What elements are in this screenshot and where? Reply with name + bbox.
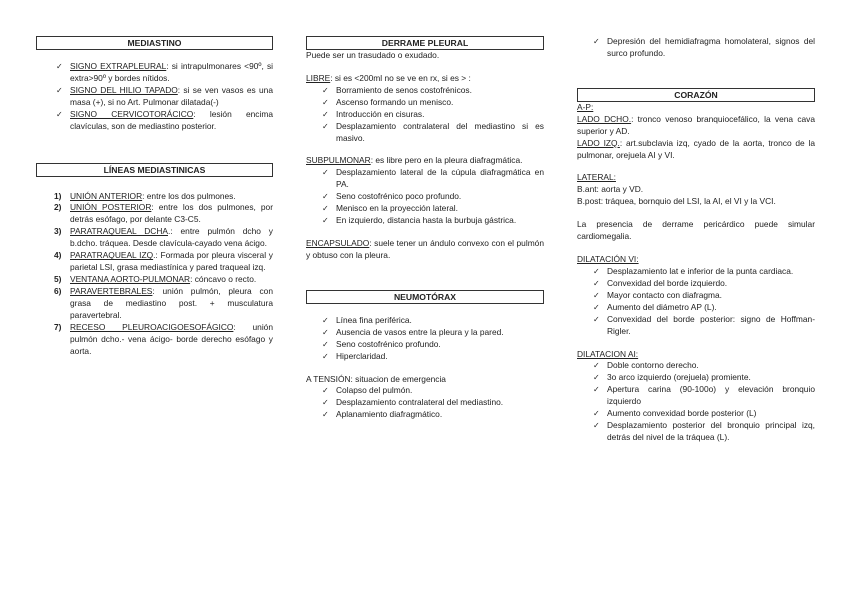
lateral-label: LATERAL: [577, 172, 616, 183]
libre-item: ✓ Ascenso formando un menisco. [306, 97, 544, 109]
lineas-item: 7) RECESO PLEUROACIGOESOFÁGICO: unión pulmón dcho.- vena ácigo- borde derecho esófago y aorta. [54, 321, 273, 356]
vi-item: ✓ Convexidad del borde posterior: signo de Hoffman-Rigler. [577, 314, 815, 338]
ai-item: ✓ 3o arco izquierdo (orejuela) promiente. [577, 372, 815, 384]
neumotorax-item: ✓ Ausencia de vasos entre la pleura y la pared. [306, 327, 544, 339]
corazon-header: CORAZÓN [577, 88, 815, 102]
neumotorax-item: ✓ Línea fina periférica. [306, 315, 544, 327]
subpulmonar-item: ✓ En izquierdo, distancia hasta la burbuja gástrica. [306, 215, 544, 227]
derrame-intro: Puede ser un trasudado o exudado. [306, 50, 440, 60]
subpulmonar-item: ✓ Menisco en la proyección lateral. [306, 203, 544, 215]
mediastino-list [36, 61, 273, 133]
neumotorax-item: ✓ Hiperclaridad. [306, 351, 544, 363]
libre-line: LIBRE: si es <200ml no se ve en rx, si es > : [306, 72, 471, 83]
lado-dcho: LADO DCHO.: tronco venoso branquiocefálico, la vena cava superior y AD. [577, 113, 816, 136]
vi-item: ✓ Mayor contacto con diafragma. [577, 290, 815, 302]
libre-item: ✓ Introducción en cisuras. [306, 109, 544, 121]
tension-item: ✓ Colapso del pulmón. [306, 385, 544, 397]
lineas-item: 1) UNIÓN ANTERIOR: entre los dos pulmones. [54, 190, 236, 201]
tension-item: ✓ Aplanamiento diafragmático. [306, 409, 544, 421]
tension-line: A TENSIÓN: situacion de emergencia [306, 373, 446, 384]
neumotorax-item: ✓ Depresión del hemidiafragma homolateral, signos del surco profundo. [577, 36, 815, 60]
lineas-item: 4) PARATRAQUEAL IZQ.: Formada por pleura visceral y parietal LSI, grasa mediastínica y pared traqueal izq. [54, 250, 273, 273]
lineas-list [36, 191, 273, 358]
neumotorax-item: ✓ Seno costofrénico profundo. [306, 339, 544, 351]
lineas-item: 3) PARATRAQUEAL DCHA.: entre pulmón dcho y b.dcho. tráquea. Desde clavícula-cayado vena ácigo. [54, 226, 273, 249]
column-3 [577, 36, 815, 444]
ai-item: ✓ Doble contorno derecho. [577, 360, 815, 372]
lineas-item: 6) PARAVERTEBRALES: unión pulmón, pleura con grasa de mediastino post. + musculatura paravertebral. [54, 285, 273, 320]
libre-item: ✓ Borramiento de senos costofrénicos. [306, 85, 544, 97]
subpulmonar-line: SUBPULMONAR: es libre pero en la pleura diafragmática. [306, 155, 523, 166]
vi-item: ✓ Desplazamiento lat e inferior de la punta cardiaca. [577, 266, 815, 278]
encapsulado-line: ENCAPSULADO: suele tener un ándulo convexo con el pulmón y obtuso con la pleura. [306, 237, 544, 260]
ai-item: ✓ Apertura carina (90-100o) y elevación bronquio izquierdo [577, 384, 815, 408]
neumotorax-header: NEUMOTÓRAX [306, 290, 544, 304]
ap-label: A-P: [577, 101, 594, 112]
vi-item: ✓ Convexidad del borde izquierdo. [577, 278, 815, 290]
lineas-item: 2) UNIÓN POSTERIOR: entre los dos pulmones, por detrás esófago, por delante C3-C5. [54, 202, 273, 225]
mediastino-header: MEDIASTINO [36, 36, 273, 50]
mediastino-item: ✓ SIGNO EXTRAPLEURAL: si intrapulmonares <90º, si extra>90º y bordes nítidos. [36, 61, 273, 85]
lineas-item: 5) VENTANA AORTO-PULMONAR: cóncavo o recto. [54, 273, 257, 284]
subpulmonar-item: ✓ Seno costofrénico poco profundo. [306, 191, 544, 203]
lateral-ant: B.ant: aorta y VD. [577, 184, 644, 195]
subpulmonar-item: ✓ Desplazamiento lateral de la cúpula diafragmática en PA. [306, 167, 544, 191]
tension-item: ✓ Desplazamiento contralateral del mediastino. [306, 397, 544, 409]
ai-item: ✓ Desplazamiento posterior del bronquio principal izq, detrás del nivel de la tráquea (L). [577, 420, 815, 444]
lado-izq: LADO IZQ.: art.subclavia izq, cyado de la aorta, tronco de la pulmonar, orejuela AI y VI. [577, 137, 815, 160]
libre-item: ✓ Desplazamiento contralateral del mediastino si es masivo. [306, 121, 544, 145]
mediastino-item: ✓ SIGNO DEL HILIO TAPADO: si se ven vasos es una masa (+), si no Art. Pulmonar dilatada(-) [36, 85, 273, 109]
mediastino-item: ✓ SIGNO CERVICOTORÁCICO: lesión encima clavículas, son de mediastino posterior. [36, 109, 273, 133]
ai-item: ✓ Aumento convexidad borde posterior (L) [577, 408, 815, 420]
dilatacion-ai-label: DILATACION AI: [577, 348, 639, 359]
column-2 [306, 36, 544, 421]
derrame-header: DERRAME PLEURAL [306, 36, 544, 50]
vi-item: ✓ Aumento del diámetro AP (L). [577, 302, 815, 314]
dilatacion-vi-label: DILATACIÓN VI: [577, 254, 639, 265]
column-1 [36, 36, 273, 357]
presencia-text: La presencia de derrame pericárdico puede simular cardiomegalia. [577, 219, 815, 242]
lateral-post: B.post: tráquea, bornquio del LSI, la AI, el VI y la VCI. [577, 196, 776, 207]
lineas-header: LÍNEAS MEDIASTINICAS [36, 163, 273, 177]
